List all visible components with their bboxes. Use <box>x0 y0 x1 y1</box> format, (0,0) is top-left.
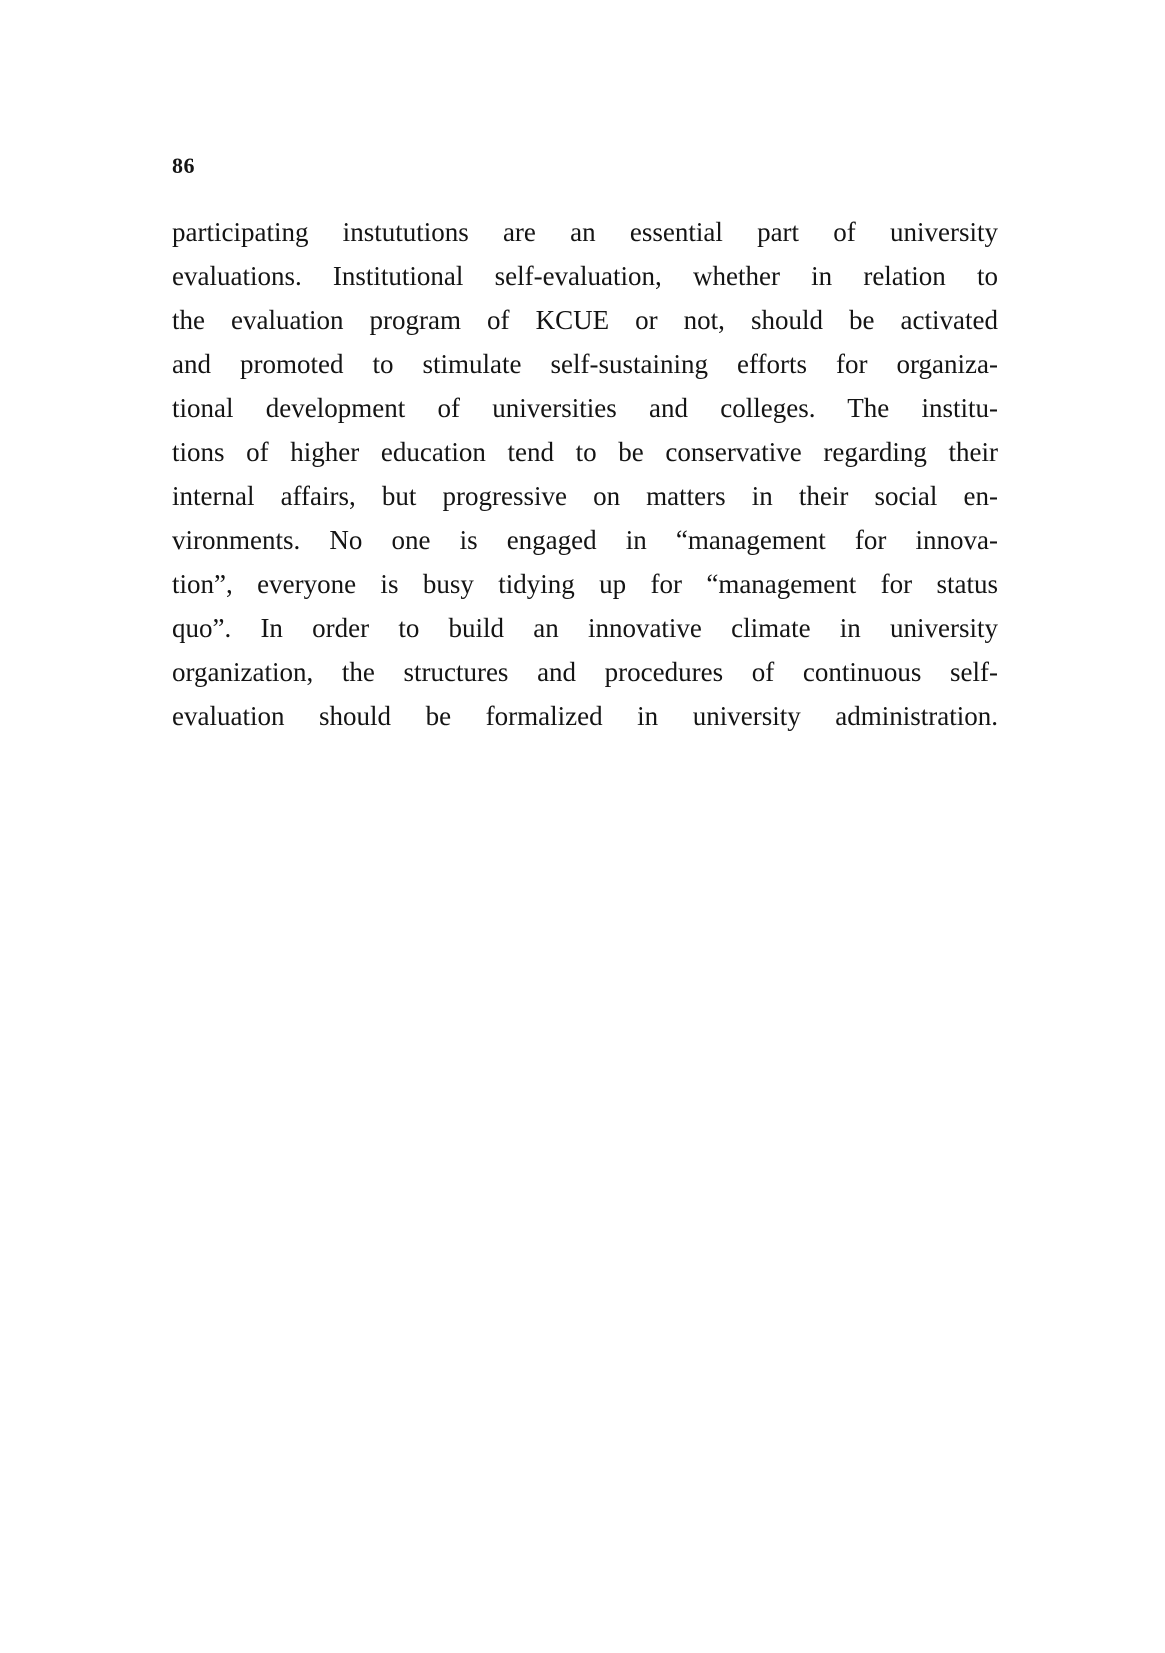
page-number: 86 <box>172 153 195 178</box>
text-line: quo”. In order to build an innovative climate in university <box>172 613 998 643</box>
text-line: tional development of universities and colleges. The institu- <box>172 393 998 423</box>
text-line: vironments. No one is engaged in “management for innova- <box>172 525 998 555</box>
text-line: internal affairs, but progressive on matters in their social en- <box>172 481 998 511</box>
text-line: tions of higher education tend to be conservative regarding their <box>172 437 998 467</box>
text-line: tion”, everyone is busy tidying up for “management for status <box>172 569 998 599</box>
text-line: evaluation should be formalized in university administration. <box>172 701 998 731</box>
text-line: organization, the structures and procedures of continuous self- <box>172 657 998 687</box>
text-line: and promoted to stimulate self-sustaining efforts for organiza- <box>172 349 998 379</box>
text-line: evaluations. Institutional self-evaluation, whether in relation to <box>172 261 998 291</box>
text-line: the evaluation program of KCUE or not, should be activated <box>172 305 998 335</box>
text-line: participating instututions are an essential part of university <box>172 217 998 247</box>
body-paragraph <box>172 210 998 738</box>
